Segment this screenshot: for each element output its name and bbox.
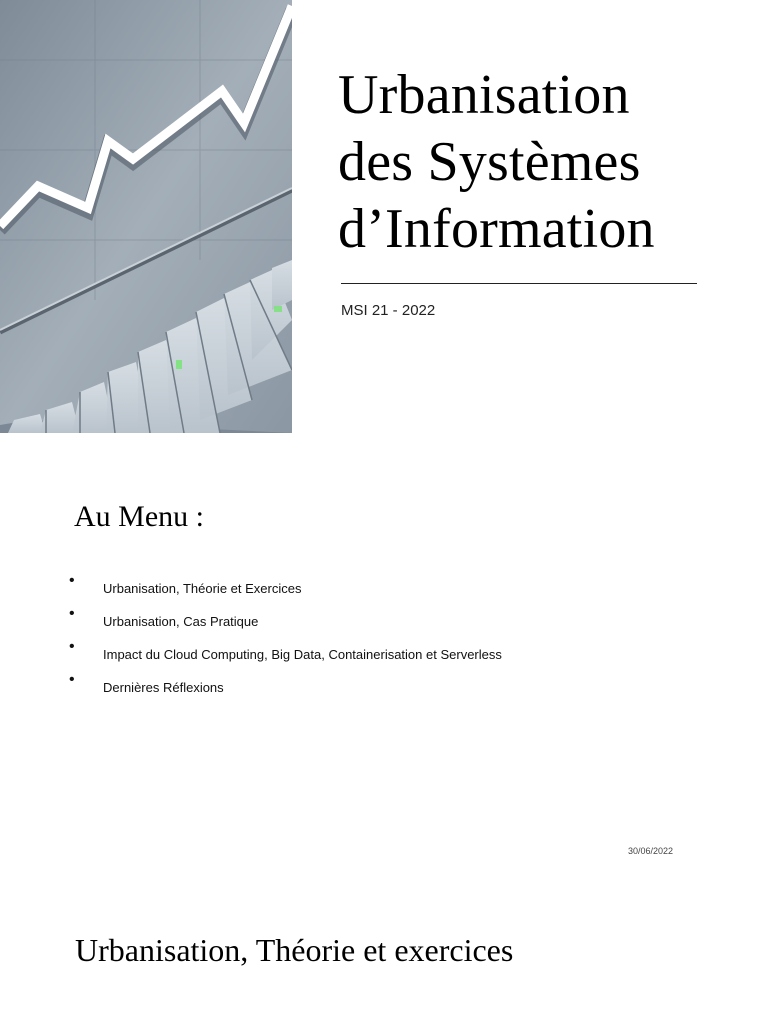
bullet-icon: •	[69, 572, 75, 589]
menu-item-label: Urbanisation, Cas Pratique	[103, 614, 259, 629]
section-heading: Urbanisation, Théorie et exercices	[75, 932, 514, 968]
menu-heading: Au Menu :	[74, 500, 204, 533]
bullet-icon: •	[69, 638, 75, 655]
document-title	[338, 62, 748, 263]
course-subtitle: MSI 21 - 2022	[341, 302, 436, 319]
cover-image	[0, 0, 292, 433]
title-line: des Systèmes	[338, 131, 641, 193]
menu-item-label: Dernières Réflexions	[103, 680, 224, 695]
title-line: d’Information	[338, 198, 655, 260]
menu-item-label: Urbanisation, Théorie et Exercices	[103, 581, 302, 596]
menu-item-label: Impact du Cloud Computing, Big Data, Containerisation et Serverless	[103, 647, 502, 662]
bullet-icon: •	[69, 605, 75, 622]
bullet-icon: •	[69, 671, 75, 688]
title-line: Urbanisation	[338, 64, 630, 126]
slide-date: 30/06/2022	[628, 846, 674, 856]
title-divider	[341, 283, 697, 284]
